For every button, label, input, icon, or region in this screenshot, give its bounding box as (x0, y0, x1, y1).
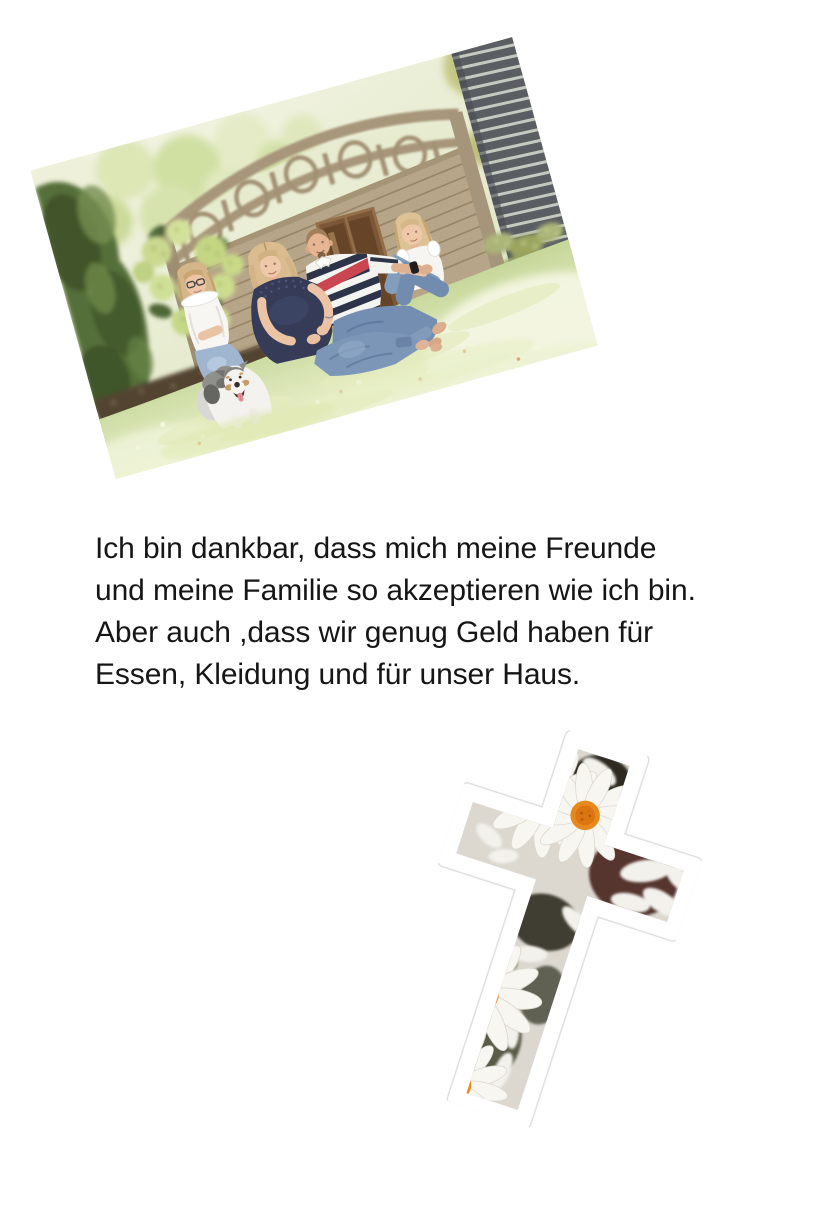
daisy-cross-illustration (369, 704, 727, 1152)
paragraph-line: Ich bin dankbar, dass mich meine Freunde (95, 532, 657, 565)
paragraph-line: Aber auch ,dass wir genug Geld haben für (95, 616, 654, 649)
daisy-cross-sticker (369, 704, 727, 1152)
family-photo-illustration (30, 37, 597, 479)
gratitude-paragraph (95, 528, 696, 696)
paragraph-line: Essen, Kleidung und für unser Haus. (95, 658, 581, 691)
family-photo (30, 37, 597, 479)
paragraph-line: und meine Familie so akzeptieren wie ich bin. (95, 574, 696, 607)
